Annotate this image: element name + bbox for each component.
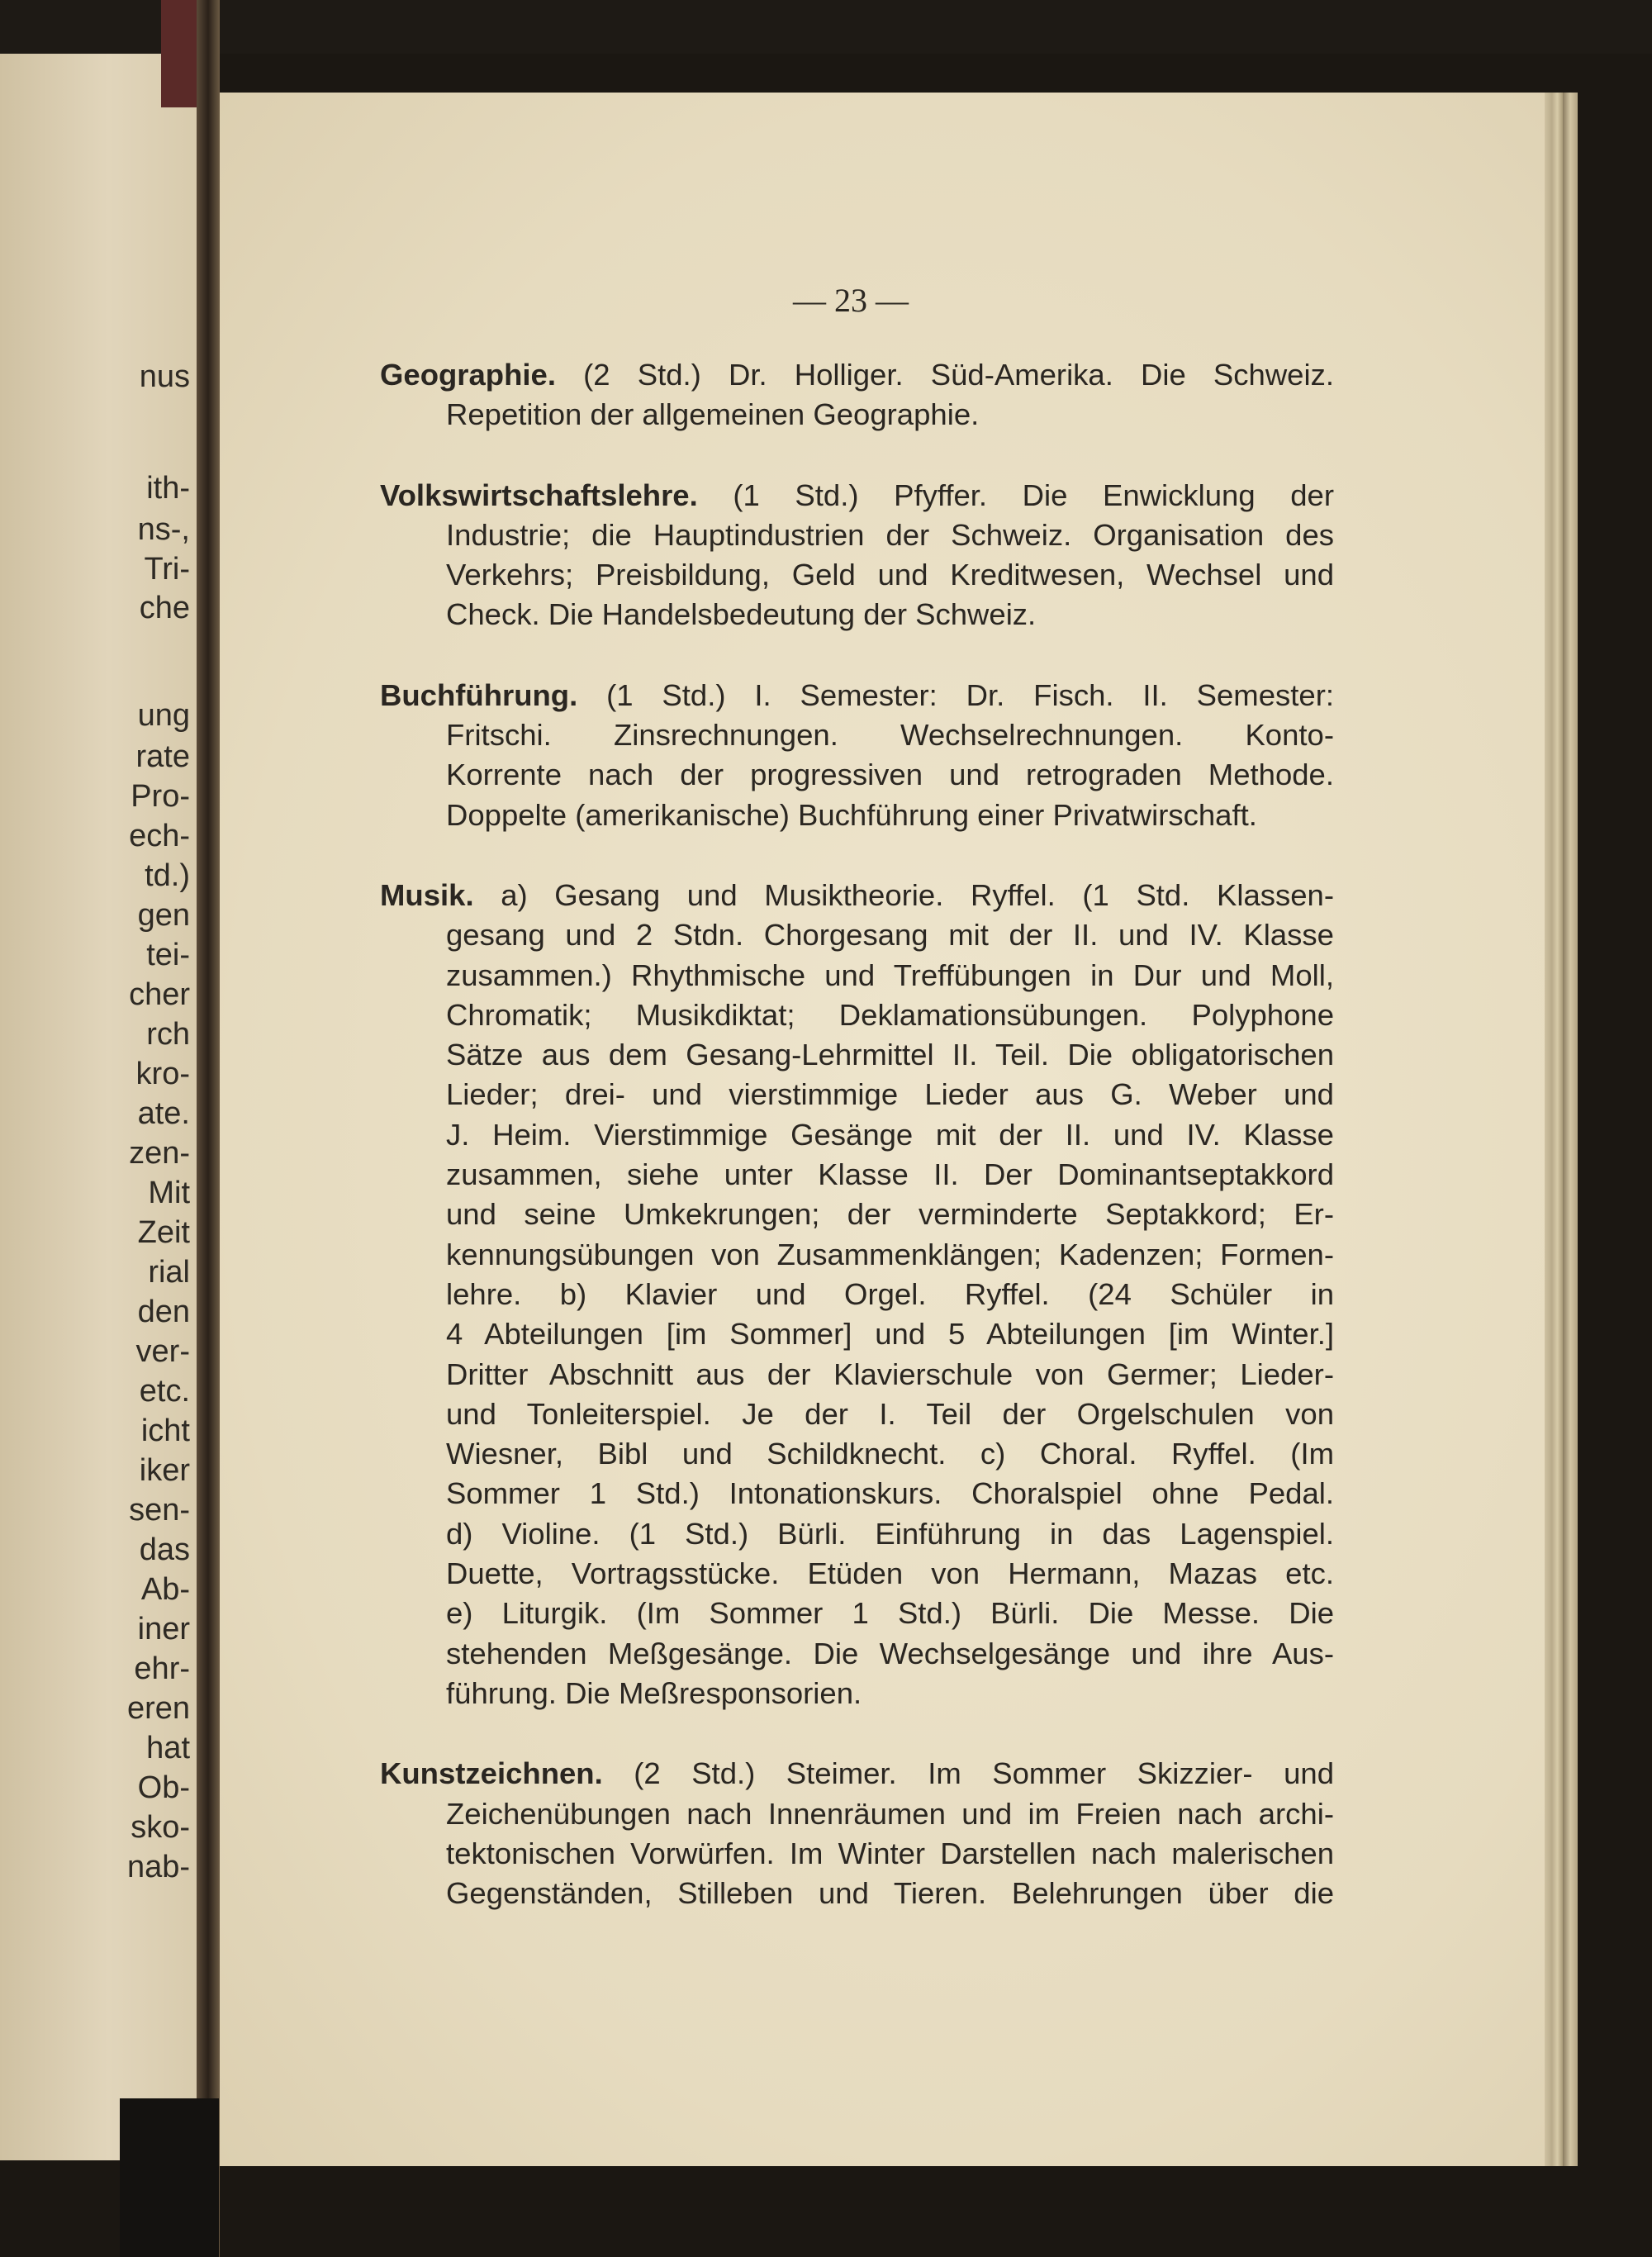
entry-line: Repetition der allgemeinen Geographie. (446, 397, 980, 432)
entry-line: Musik. a) Gesang und Musiktheorie. Ryffel. (1 Std. Klassen- (380, 877, 1334, 912)
entry-line: Lieder; drei- und vierstimmige Lieder aus G. Weber und (446, 1077, 1334, 1112)
entry-line: Wiesner, Bibl und Schildknecht. c) Choral. Ryffel. (Im (446, 1437, 1334, 1471)
fragment-line: das (139, 1532, 190, 1567)
fragment-line: Tri- (144, 552, 190, 587)
entry-line: führung. Die Meßresponsorien. (446, 1675, 862, 1710)
fragment-line: iner (137, 1612, 190, 1646)
entry-title: Kunstzeichnen. (380, 1756, 603, 1791)
entry-line: Check. Die Handelsbedeutung der Schweiz. (446, 597, 1037, 632)
entry-line: tektonischen Vorwürfen. Im Winter Darstellen nach malerischen (446, 1836, 1334, 1870)
entry-line: Sommer 1 Std.) Intonationskurs. Choralspiel ohne Pedal. (446, 1476, 1334, 1511)
entry-line: Sätze aus dem Gesang-Lehrmittel II. Teil. Die obligatorischen (446, 1038, 1334, 1072)
entry-line: und Tonleiterspiel. Je der I. Teil der Orgelschulen von (446, 1396, 1334, 1431)
page-edges-outer (1563, 93, 1578, 2166)
entry-line: Geographie. (2 Std.) Dr. Holliger. Süd-Amerika. Die Schweiz. (380, 358, 1334, 392)
fragment-line: Mit (148, 1176, 190, 1210)
entry-line: Duette, Vortragsstücke. Etüden von Hermann, Mazas etc. (446, 1556, 1334, 1591)
fragment-line: ns-, (137, 512, 190, 547)
fragment-line: ver- (135, 1334, 190, 1369)
entry-line: 4 Abteilungen [im Sommer] und 5 Abteilungen [im Winter.] (446, 1317, 1334, 1352)
fragment-line: nus (139, 359, 190, 394)
entry-line: e) Liturgik. (Im Sommer 1 Std.) Bürli. Die Messe. Die (446, 1596, 1334, 1631)
entry-geographie (380, 355, 1334, 435)
entry-line: Korrente nach der progressiven und retrograden Methode. (446, 758, 1334, 792)
fragment-line: Zeit (137, 1215, 190, 1250)
fragment-line: icht (140, 1414, 190, 1448)
entry-line: Gegenständen, Stilleben und Tieren. Belehrungen über die (446, 1876, 1334, 1911)
fragment-line: sen- (129, 1493, 190, 1528)
fragment-line: ate. (137, 1096, 190, 1131)
fragment-line: rial (148, 1255, 190, 1290)
fragment-line: td.) (145, 858, 190, 893)
entry-line: Verkehrs; Preisbildung, Geld und Kreditwesen, Wechsel und (446, 558, 1334, 592)
fragment-line: ung (137, 698, 190, 733)
entry-line: Kunstzeichnen. (2 Std.) Steimer. Im Sommer Skizzier- und (380, 1756, 1334, 1791)
entry-line: d) Violine. (1 Std.) Bürli. Einführung in das Lagenspiel. (446, 1516, 1334, 1551)
fragment-line: ith- (146, 471, 190, 506)
fragment-line: ehr- (134, 1651, 190, 1686)
entry-line: Chromatik; Musikdiktat; Deklamationsübungen. Polyphone (446, 997, 1334, 1032)
entry-line: Fritschi. Zinsrechnungen. Wechselrechnungen. Konto- (446, 718, 1334, 753)
entry-musik (380, 876, 1334, 1713)
entry-kunstzeichnen (380, 1754, 1334, 1913)
fragment-line: tei- (146, 938, 190, 972)
fragment-line: eren (126, 1691, 190, 1726)
entry-buchfuehrung (380, 676, 1334, 835)
entry-line: stehenden Meßgesänge. Die Wechselgesänge und ihre Aus- (446, 1636, 1334, 1670)
entry-line: lehre. b) Klavier und Orgel. Ryffel. (24 Schüler in (446, 1276, 1334, 1311)
entry-title: Musik. (380, 877, 474, 912)
fragment-line: Ab- (140, 1572, 190, 1607)
fragment-line: che (139, 591, 190, 625)
page-edges (1545, 93, 1563, 2166)
page-body (380, 355, 1334, 1913)
fragment-line: rate (135, 739, 190, 774)
entry-line: zusammen.) Rhythmische und Treffübungen in Dur und Moll, (446, 957, 1334, 992)
entry-line: Doppelte (amerikanische) Buchführung einer Privatwirschaft. (446, 797, 1257, 832)
entry-line: Dritter Abschnitt aus der Klavierschule von Germer; Lieder- (446, 1357, 1334, 1391)
book-cover-edge (120, 2098, 219, 2257)
entry-line: kennungsübungen von Zusammenklängen; Kadenzen; Formen- (446, 1237, 1334, 1271)
fragment-line: cher (129, 977, 190, 1012)
entry-title: Volkswirtschaftslehre. (380, 478, 698, 512)
entry-volkswirtschaftslehre (380, 476, 1334, 635)
page-number: — 23 — (793, 282, 909, 319)
fragment-line: nab- (126, 1850, 190, 1884)
entry-line: Buchführung. (1 Std.) I. Semester: Dr. Fisch. II. Semester: (380, 677, 1334, 712)
entry-line: gesang und 2 Stdn. Chorgesang mit der II. und IV. Klasse (446, 918, 1334, 953)
background-top (0, 0, 1652, 54)
entry-line: und seine Umkekrungen; der verminderte Septakkord; Er- (446, 1197, 1334, 1232)
fragment-line: iker (139, 1453, 190, 1488)
entry-line: J. Heim. Vierstimmige Gesänge mit der II. und IV. Klasse (446, 1117, 1334, 1152)
entry-line: zusammen, siehe unter Klasse II. Der Dominantseptakkord (446, 1157, 1334, 1192)
previous-page (0, 54, 197, 2160)
fragment-line: den (137, 1295, 190, 1329)
fragment-line: etc. (139, 1374, 190, 1409)
entry-line: Industrie; die Hauptindustrien der Schweiz. Organisation des (446, 517, 1334, 552)
entry-title: Buchführung. (380, 677, 578, 712)
fragment-line: ech- (129, 819, 190, 853)
entry-line: Volkswirtschaftslehre. (1 Std.) Pfyffer. Die Enwicklung der (380, 478, 1334, 512)
fragment-line: Ob- (137, 1770, 190, 1805)
fragment-line: zen- (129, 1136, 190, 1171)
entry-line: Zeichenübungen nach Innenräumen und im Freien nach archi- (446, 1796, 1334, 1831)
entry-title: Geographie. (380, 358, 556, 392)
fragment-line: kro- (135, 1057, 190, 1091)
fragment-line: Pro- (131, 779, 190, 814)
book-gutter (197, 0, 220, 2257)
fragment-line: sko- (131, 1810, 190, 1845)
fragment-line: gen (137, 898, 190, 933)
fragment-line: hat (146, 1731, 190, 1765)
fragment-line: rch (146, 1017, 190, 1052)
